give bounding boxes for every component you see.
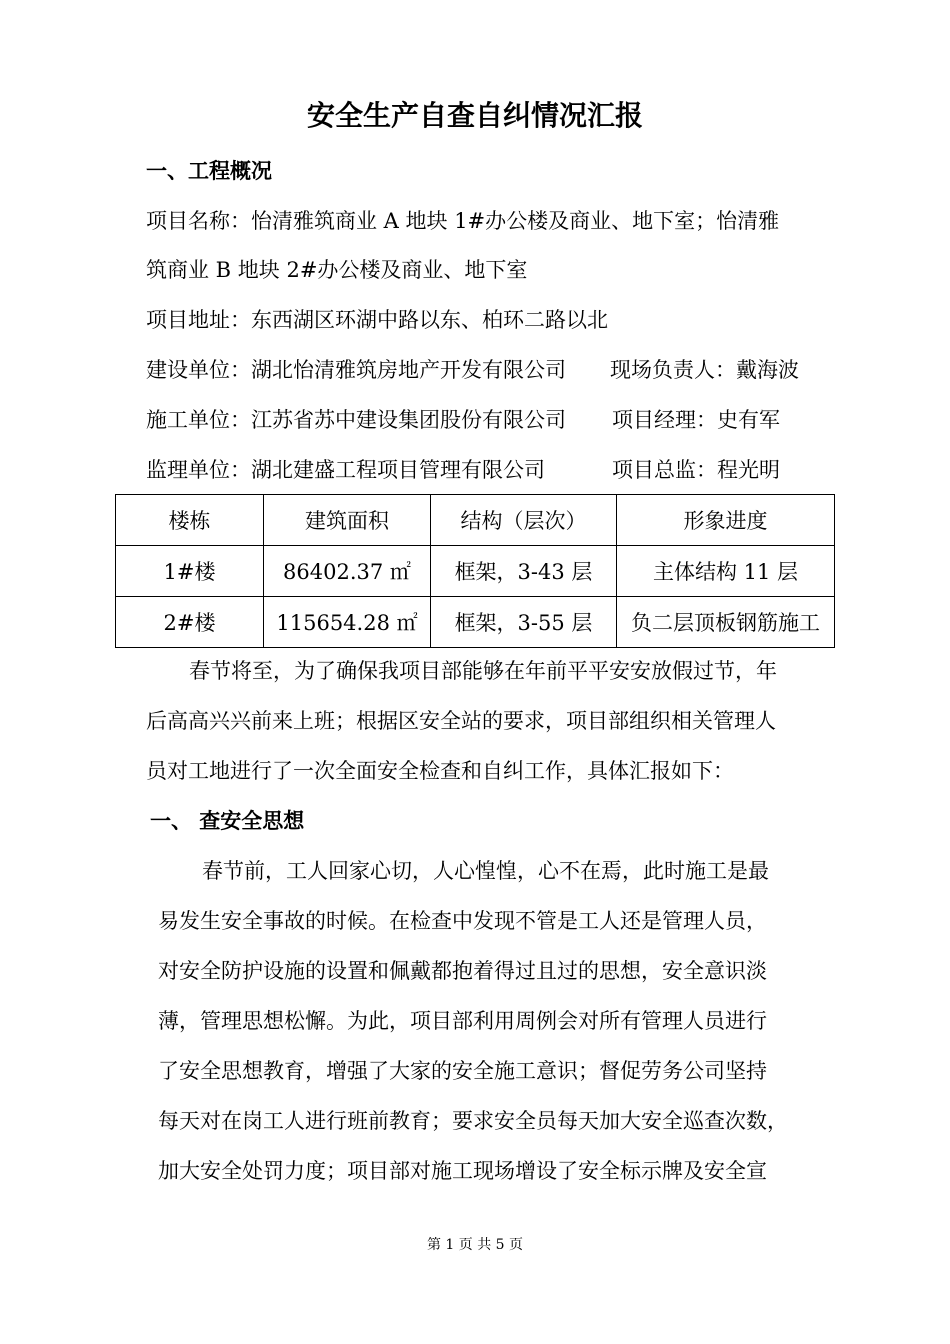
project-address: 项目地址：东西湖区环湖中路以东、柏环二路以北 (146, 308, 608, 332)
table-cell: 主体结构 11 层 (617, 546, 835, 597)
construction-contact: 项目经理：史有军 (612, 408, 780, 432)
table-cell: 86402.37 ㎡ (264, 546, 431, 597)
intro-line-1: 春节将至，为了确保我项目部能够在年前平平安安放假过节，年 (189, 659, 777, 683)
builder-unit: 建设单位：湖北怡清雅筑房地产开发有限公司 (146, 358, 566, 382)
building-info-table (115, 494, 835, 648)
project-name-line-2: 筑商业 B 地块 2#办公楼及商业、地下室 (146, 258, 528, 282)
builder-contact: 现场负责人：戴海波 (610, 358, 799, 382)
body-line-3: 对安全防护设施的设置和佩戴都抱着得过且过的思想，安全意识淡 (158, 959, 767, 983)
table-cell: 1#楼 (116, 546, 264, 597)
body-line-2: 易发生安全事故的时候。在检查中发现不管是工人还是管理人员， (158, 909, 767, 933)
project-name-line-1: 项目名称：怡清雅筑商业 A 地块 1#办公楼及商业、地下室；怡清雅 (146, 209, 780, 233)
section-heading-safety-thought: 一、 查安全思想 (150, 809, 305, 833)
table-cell: 负二层顶板钢筋施工 (617, 597, 835, 648)
table-cell: 框架，3-55 层 (431, 597, 617, 648)
table-cell: 框架，3-43 层 (431, 546, 617, 597)
intro-line-2: 后高高兴兴前来上班；根据区安全站的要求，项目部组织相关管理人 (146, 709, 776, 733)
table-header-cell: 楼栋 (116, 495, 264, 546)
construction-unit: 施工单位：江苏省苏中建设集团股份有限公司 (146, 408, 566, 432)
supervision-unit: 监理单位：湖北建盛工程项目管理有限公司 (146, 458, 545, 482)
body-line-4: 薄，管理思想松懈。为此，项目部利用周例会对所有管理人员进行 (158, 1009, 767, 1033)
document-title: 安全生产自查自纠情况汇报 (306, 99, 643, 132)
table-row (116, 546, 835, 597)
body-line-5: 了安全思想教育，增强了大家的安全施工意识；督促劳务公司坚持 (158, 1059, 767, 1083)
table-cell: 115654.28 ㎡ (264, 597, 431, 648)
table-header-cell: 形象进度 (617, 495, 835, 546)
intro-line-3: 员对工地进行了一次全面安全检查和自纠工作，具体汇报如下： (146, 759, 734, 783)
table-header-row (116, 495, 835, 546)
body-line-7: 加大安全处罚力度；项目部对施工现场增设了安全标示牌及安全宣 (158, 1159, 767, 1183)
table-header-cell: 建筑面积 (264, 495, 431, 546)
table-header-cell: 结构（层次） (431, 495, 617, 546)
page-footer: 第 1 页 共 5 页 (426, 1237, 524, 1253)
table-cell: 2#楼 (116, 597, 264, 648)
section-heading-overview: 一、工程概况 (146, 159, 272, 183)
body-line-6: 每天对在岗工人进行班前教育；要求安全员每天加大安全巡查次数， (158, 1109, 788, 1133)
body-line-1: 春节前，工人回家心切，人心惶惶，心不在焉，此时施工是最 (202, 859, 769, 883)
supervision-contact: 项目总监：程光明 (612, 458, 780, 482)
table-row (116, 597, 835, 648)
